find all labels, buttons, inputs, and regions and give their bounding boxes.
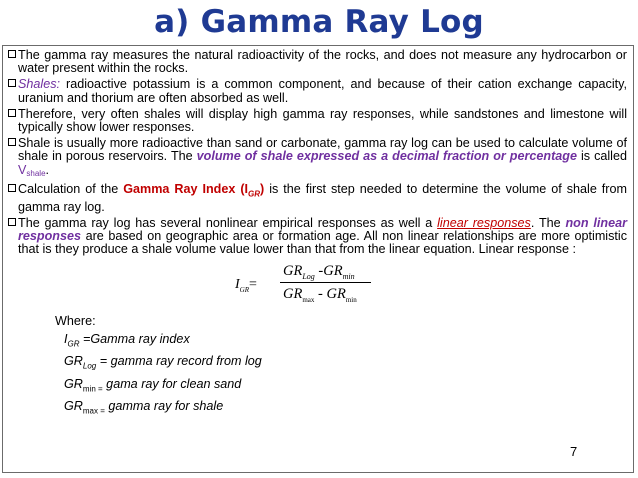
bullet-5-text-a: Calculation of the	[18, 181, 124, 196]
denominator-gr: GR	[283, 286, 303, 302]
definitions-list	[64, 331, 262, 420]
numerator-minus-gr: -GR	[314, 263, 343, 279]
numerator-min-sub: min	[342, 271, 355, 281]
bullet-4-text-c: .	[45, 162, 50, 177]
checkbox-bullet-icon	[8, 138, 16, 146]
bullet-6-text-c: are based on geographic area or formation age. All non linear relationships are more optimistic that is they produce a shale volume value lower than that from the linear equation. Linear response :	[18, 228, 627, 257]
linear-responses-link[interactable]: linear responses	[437, 215, 531, 230]
definition-grlog	[64, 353, 262, 375]
numerator-gr: GR	[283, 263, 303, 279]
bullet-5	[9, 183, 627, 214]
formula-numerator	[283, 263, 355, 281]
bullet-5-text-b: is the first step needed to determine the volume of shale from gamma ray log.	[18, 181, 627, 214]
def-subscript: GR	[67, 339, 80, 349]
denominator-max-sub: max	[302, 295, 315, 304]
bullet-list	[9, 49, 627, 259]
definition-grmin	[64, 376, 262, 398]
def-text: = gamma ray record from log	[96, 354, 262, 369]
def-text: =Gamma ray index	[79, 332, 190, 346]
bullet-2	[9, 78, 627, 104]
def-text: gama ray for clean sand	[102, 376, 242, 391]
bullet-2-text: radioactive potassium is a common component, and because of their cation exchange capacity, uranium and thorium are often absorbed as well.	[18, 77, 627, 105]
bullet-6-text-b: . The	[530, 215, 566, 230]
vshale-definition: volume of shale expressed as a decimal fraction or percentage	[196, 149, 577, 164]
gamma-ray-index-term: Gamma Ray Index (I	[123, 181, 249, 196]
formula-lhs-symbol: I	[235, 277, 240, 292]
page-number: 7	[570, 444, 578, 459]
checkbox-bullet-icon	[8, 109, 16, 117]
def-symbol: GR	[64, 376, 83, 391]
numerator-log-sub: Log	[302, 271, 315, 281]
fraction-bar	[280, 282, 371, 283]
slide-title	[0, 4, 638, 40]
bullet-1	[9, 49, 627, 75]
bullet-1-text: The gamma ray measures the natural radioactivity of the rocks, and does not measure any hydrocarbon or water present within the rocks.	[18, 48, 627, 76]
formula-lhs-subscript: GR	[239, 285, 250, 294]
def-symbol: I	[64, 332, 68, 346]
def-subscript: Log	[82, 361, 97, 371]
formula-denominator	[283, 286, 357, 304]
denominator-minus-gr: - GR	[314, 286, 346, 302]
bullet-6	[9, 217, 627, 257]
def-subscript: min =	[82, 384, 103, 394]
bullet-4-text-a: Shale is usually more radioactive than sand or carbonate, gamma ray log can be used to calculate volume of shale in porous reservoirs. The	[18, 136, 627, 164]
definition-grmax	[64, 398, 262, 420]
formula-lhs	[235, 277, 257, 294]
denominator-min-sub: min	[345, 295, 357, 304]
def-subscript: max =	[82, 406, 105, 416]
def-text: gamma ray for shale	[104, 398, 224, 413]
bullet-3	[9, 108, 627, 134]
checkbox-bullet-icon	[8, 218, 16, 226]
definition-igr	[64, 331, 262, 353]
gamma-ray-index-subscript: GR	[248, 189, 261, 199]
bullet-3-text: Therefore, very often shales will display high gamma ray responses, while sandstones and limestone will typically show lower responses.	[18, 106, 627, 135]
checkbox-bullet-icon	[8, 184, 16, 192]
vshale-symbol: V	[18, 162, 27, 177]
bullet-4-text-b: is called	[577, 149, 627, 164]
checkbox-bullet-icon	[8, 79, 16, 87]
def-symbol: GR	[64, 354, 83, 369]
bullet-6-text-a: The gamma ray log has several nonlinear empirical responses as well a	[18, 215, 438, 230]
non-linear-responses-term: non linear responses	[18, 215, 627, 243]
gamma-ray-index-close: )	[260, 181, 265, 196]
vshale-subscript: shale	[26, 168, 46, 178]
shales-term: Shales:	[18, 77, 61, 92]
def-symbol: GR	[64, 398, 83, 413]
checkbox-bullet-icon	[8, 50, 16, 58]
igr-formula	[235, 263, 375, 309]
bullet-4	[9, 137, 627, 180]
title-text: Gamma Ray Log	[200, 4, 484, 40]
formula-equals: =	[249, 277, 257, 292]
title-prefix: a)	[154, 4, 190, 40]
where-label: Where:	[55, 314, 96, 328]
